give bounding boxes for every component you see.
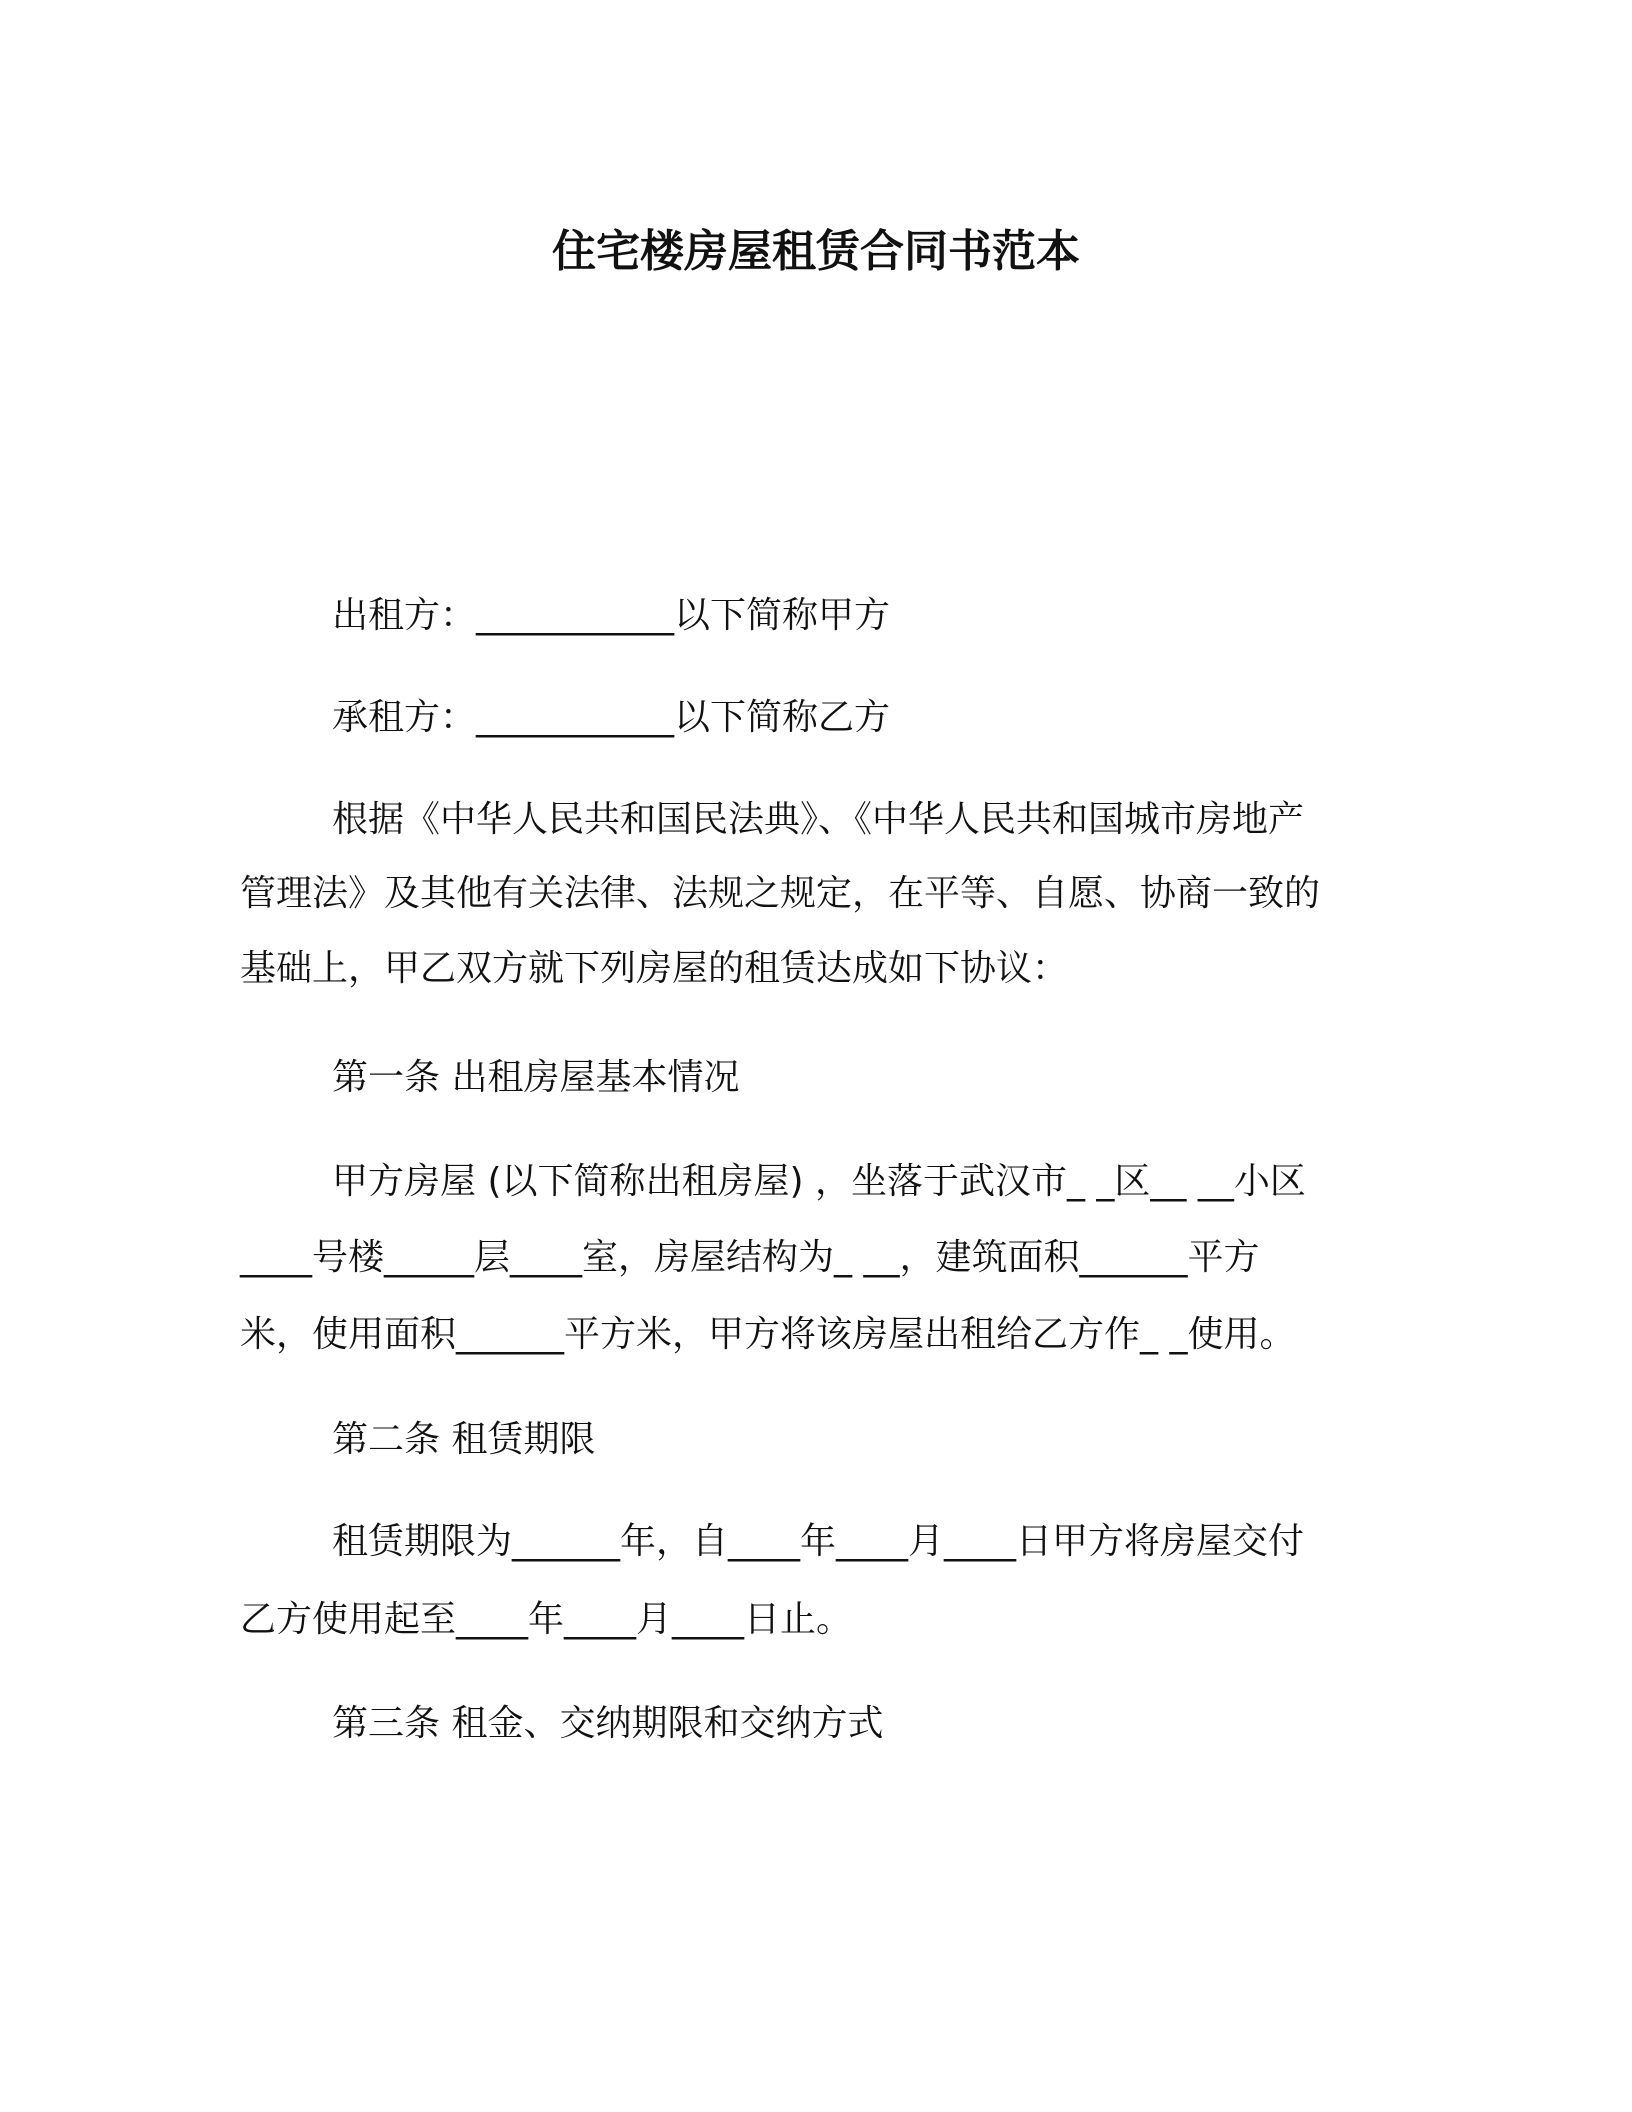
article-1-line-2: ____号楼_____层____室，房屋结构为_ __，建筑面积______平方 [240, 1237, 1260, 1278]
article-2-line-1: 租赁期限为______年，自____年____月____日甲方将房屋交付 [332, 1521, 1305, 1562]
lessee-line: 承租方：___________以下简称乙方 [332, 697, 891, 738]
article-1-heading: 第一条 出租房屋基本情况 [332, 1057, 740, 1098]
article-2-line-2: 乙方使用起至____年____月____日止。 [240, 1599, 853, 1640]
article-2-heading: 第二条 租赁期限 [332, 1419, 596, 1460]
article-3-heading: 第三条 租金、交纳期限和交纳方式 [332, 1703, 884, 1744]
preamble-line-3: 基础上，甲乙双方就下列房屋的租赁达成如下协议： [240, 948, 1069, 989]
article-1-line-3: 米，使用面积______平方米，甲方将该房屋出租给乙方作_ _使用。 [240, 1314, 1296, 1355]
preamble-line-1: 根据《中华人民共和国民法典》、《中华人民共和国城市房地产 [332, 799, 1305, 840]
preamble-line-2: 管理法》及其他有关法律、法规之规定，在平等、自愿、协商一致的 [240, 873, 1321, 914]
article-1-line-1: 甲方房屋 (以下简称出租房屋) ，坐落于武汉市_ _区__ __小区 [332, 1161, 1306, 1202]
lessor-line: 出租方：___________以下简称甲方 [332, 595, 891, 636]
document-title: 住宅楼房屋租赁合同书范本 [552, 226, 1080, 277]
